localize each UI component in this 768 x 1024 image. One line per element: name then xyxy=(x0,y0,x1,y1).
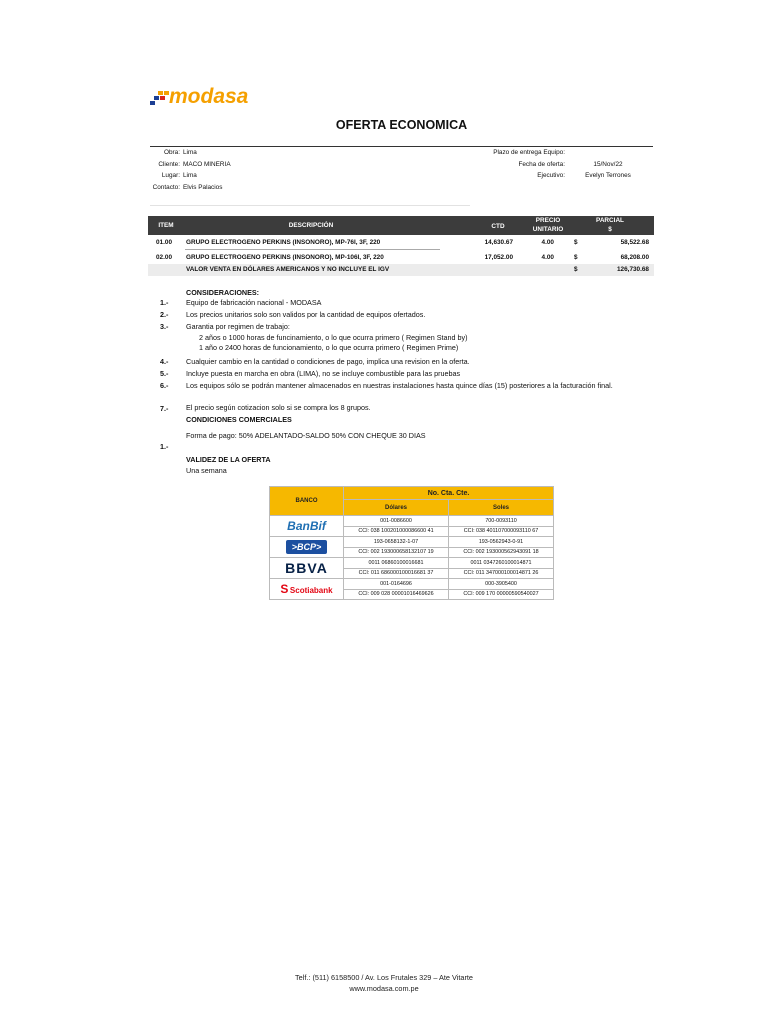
info-label: Obra: xyxy=(164,149,180,156)
row-item: 02.00 xyxy=(156,254,172,261)
header-bank: BANCO xyxy=(270,487,344,516)
item-number: 1.- xyxy=(160,442,169,451)
header-usd: Dólares xyxy=(344,500,449,516)
header-ctd: CTD xyxy=(491,223,505,230)
info-value: MACO MINERIA xyxy=(183,160,231,168)
header-description: DESCRIPCIÓN xyxy=(288,222,334,229)
header-item: ITEM xyxy=(158,222,174,229)
table-header xyxy=(148,216,654,235)
header-account: No. Cta. Cte. xyxy=(344,487,554,500)
row-description: GRUPO ELECTROGENO PERKINS (INSONORO), MP-106I, 3F, 220 xyxy=(186,254,384,261)
row-currency: $ xyxy=(574,254,578,261)
table-row xyxy=(270,537,554,548)
row-ctd: 17,052.00 xyxy=(484,254,513,261)
consideration-text: Los precios unitarios solo son validos por la cantidad de equipos ofertados. xyxy=(186,310,426,319)
item-number: 7.- xyxy=(160,404,169,413)
account-usd: 193-0658132-1-07 xyxy=(344,537,449,548)
cci-usd: CCI: 011 686000100016681 37 xyxy=(344,568,449,579)
consideration-text: Los equipos sólo se podrán mantener almacenados en nuestras instalaciones hasta quince días (15) posteriores a la facturación final. xyxy=(186,381,613,390)
considerations-title: CONSIDERACIONES: xyxy=(186,288,260,297)
bbva-logo xyxy=(270,558,344,579)
header-unitario: UNITARIO xyxy=(532,226,564,233)
item-number: 5.- xyxy=(160,369,169,378)
account-pen: 193-0562943-0-91 xyxy=(449,537,554,548)
account-usd: 0011 06860100016681 xyxy=(344,558,449,569)
info-right xyxy=(470,147,648,182)
banbif-logo xyxy=(270,516,344,537)
info-label: Contacto: xyxy=(152,183,180,191)
consideration-text: Garantia por regimen de trabajo: xyxy=(186,322,290,331)
row-ctd: 14,630.67 xyxy=(484,239,513,246)
bank-name: BanBif xyxy=(287,519,326,533)
bank-name: Scotiabank xyxy=(289,586,333,595)
row-divider xyxy=(185,249,440,250)
info-value: Elvis Palacios xyxy=(183,183,223,191)
row-unit: 4.00 xyxy=(541,239,554,246)
cci-pen: CCI: 038 401107000093110 67 xyxy=(449,526,554,537)
table-row xyxy=(148,252,654,264)
item-number: 6.- xyxy=(160,381,169,390)
validity-value: Una semana xyxy=(186,466,227,475)
bank-name: >BCP> xyxy=(286,540,328,554)
account-pen: 0011 0347260100014871 xyxy=(449,558,554,569)
item-number: 1.- xyxy=(160,298,169,307)
item-number: 2.- xyxy=(160,310,169,319)
account-usd: 001-0164696 xyxy=(344,579,449,590)
item-number: 4.- xyxy=(160,357,169,366)
validity-title: VALIDEZ DE LA OFERTA xyxy=(186,455,271,464)
row-item: 01.00 xyxy=(156,239,172,246)
modasa-logo xyxy=(150,85,290,112)
info-label: Ejecutivo: xyxy=(537,172,565,179)
cci-pen: CCI: 011 347000100014871 26 xyxy=(449,568,554,579)
total-currency: $ xyxy=(574,266,578,273)
consideration-text: El precio según cotizacion solo si se compra los 8 grupos. xyxy=(186,403,371,412)
header-pen: Soles xyxy=(449,500,554,516)
info-label: Cliente: xyxy=(158,160,180,168)
bank-name: BBVA xyxy=(285,560,328,576)
total-row xyxy=(148,264,654,276)
footer-contact: Telf.: (511) 6158500 / Av. Los Frutales 329 – Ate Vitarte xyxy=(295,973,473,982)
bcp-logo xyxy=(270,537,344,558)
item-number: 3.- xyxy=(160,322,169,331)
info-label: Fecha de oferta: xyxy=(518,160,565,168)
info-value: Evelyn Terrones xyxy=(585,172,631,179)
account-pen: 700-0093110 xyxy=(449,516,554,527)
scotiabank-logo xyxy=(270,579,344,600)
table-row xyxy=(270,558,554,569)
row-parcial: 58,522.68 xyxy=(620,239,649,246)
row-description: GRUPO ELECTROGENO PERKINS (INSONORO), MP-76I, 3F, 220 xyxy=(186,239,381,246)
info-value: 15/Nov/22 xyxy=(593,160,623,168)
payment-terms: Forma de pago: 50% ADELANTADO-SALDO 50% CON CHEQUE 30 DIAS xyxy=(186,431,426,440)
total-value: 126,730.68 xyxy=(617,266,649,273)
info-value: Lima xyxy=(183,172,197,179)
total-label: VALOR VENTA EN DÓLARES AMERICANOS Y NO INCLUYE EL IGV xyxy=(186,266,390,273)
consideration-subtext: 1 año o 2400 horas de funcionamiento, o lo que ocurra primero ( Regimen Prime) xyxy=(199,343,459,352)
page-title: OFERTA ECONOMICA xyxy=(335,118,468,132)
table-row xyxy=(270,579,554,590)
cci-usd: CCI: 002 193000658132107 19 xyxy=(344,547,449,558)
header-precio: PRECIO xyxy=(535,217,561,224)
consideration-text: Equipo de fabricación nacional - MODASA xyxy=(186,298,322,307)
modasa-mark-icon xyxy=(150,90,170,108)
info-divider xyxy=(150,205,470,206)
bank-accounts-table xyxy=(269,486,554,600)
account-usd: 001-0086600 xyxy=(344,516,449,527)
row-currency: $ xyxy=(574,239,578,246)
cci-pen: CCI: 009 170 00000590540027 xyxy=(449,589,554,600)
table-row xyxy=(270,516,554,527)
scotiabank-s-icon: S xyxy=(280,582,289,596)
consideration-text: Cualquier cambio en la cantidad o condiciones de pago, implica una revision en la oferta. xyxy=(186,357,470,366)
cci-usd: CCI: 009 028 00001016469626 xyxy=(344,589,449,600)
info-label: Plazo de entrega Equipo: xyxy=(493,149,565,156)
header-currency: $ xyxy=(608,226,612,233)
info-label: Lugar: xyxy=(161,172,180,179)
row-parcial: 68,208.00 xyxy=(620,254,649,261)
info-left xyxy=(150,147,231,193)
info-value: Lima xyxy=(183,149,197,156)
cci-pen: CCI: 002 193000562943091 18 xyxy=(449,547,554,558)
brand-name: modasa xyxy=(169,85,249,108)
commercial-title: CONDICIONES COMERCIALES xyxy=(186,415,292,424)
cci-usd: CCI: 038 100201000086600 41 xyxy=(344,526,449,537)
consideration-subtext: 2 años o 1000 horas de funcinamiento, o lo que ocurra primero ( Regimen Stand by) xyxy=(199,333,468,342)
page-footer xyxy=(0,972,768,994)
consideration-text: Incluye puesta en marcha en obra (LIMA), no se incluye combustible para las pruebas xyxy=(186,369,461,378)
table-row xyxy=(148,237,654,249)
header-parcial: PARCIAL xyxy=(596,217,624,224)
row-unit: 4.00 xyxy=(541,254,554,261)
account-pen: 000-3905400 xyxy=(449,579,554,590)
footer-website[interactable]: www.modasa.com.pe xyxy=(349,984,419,993)
